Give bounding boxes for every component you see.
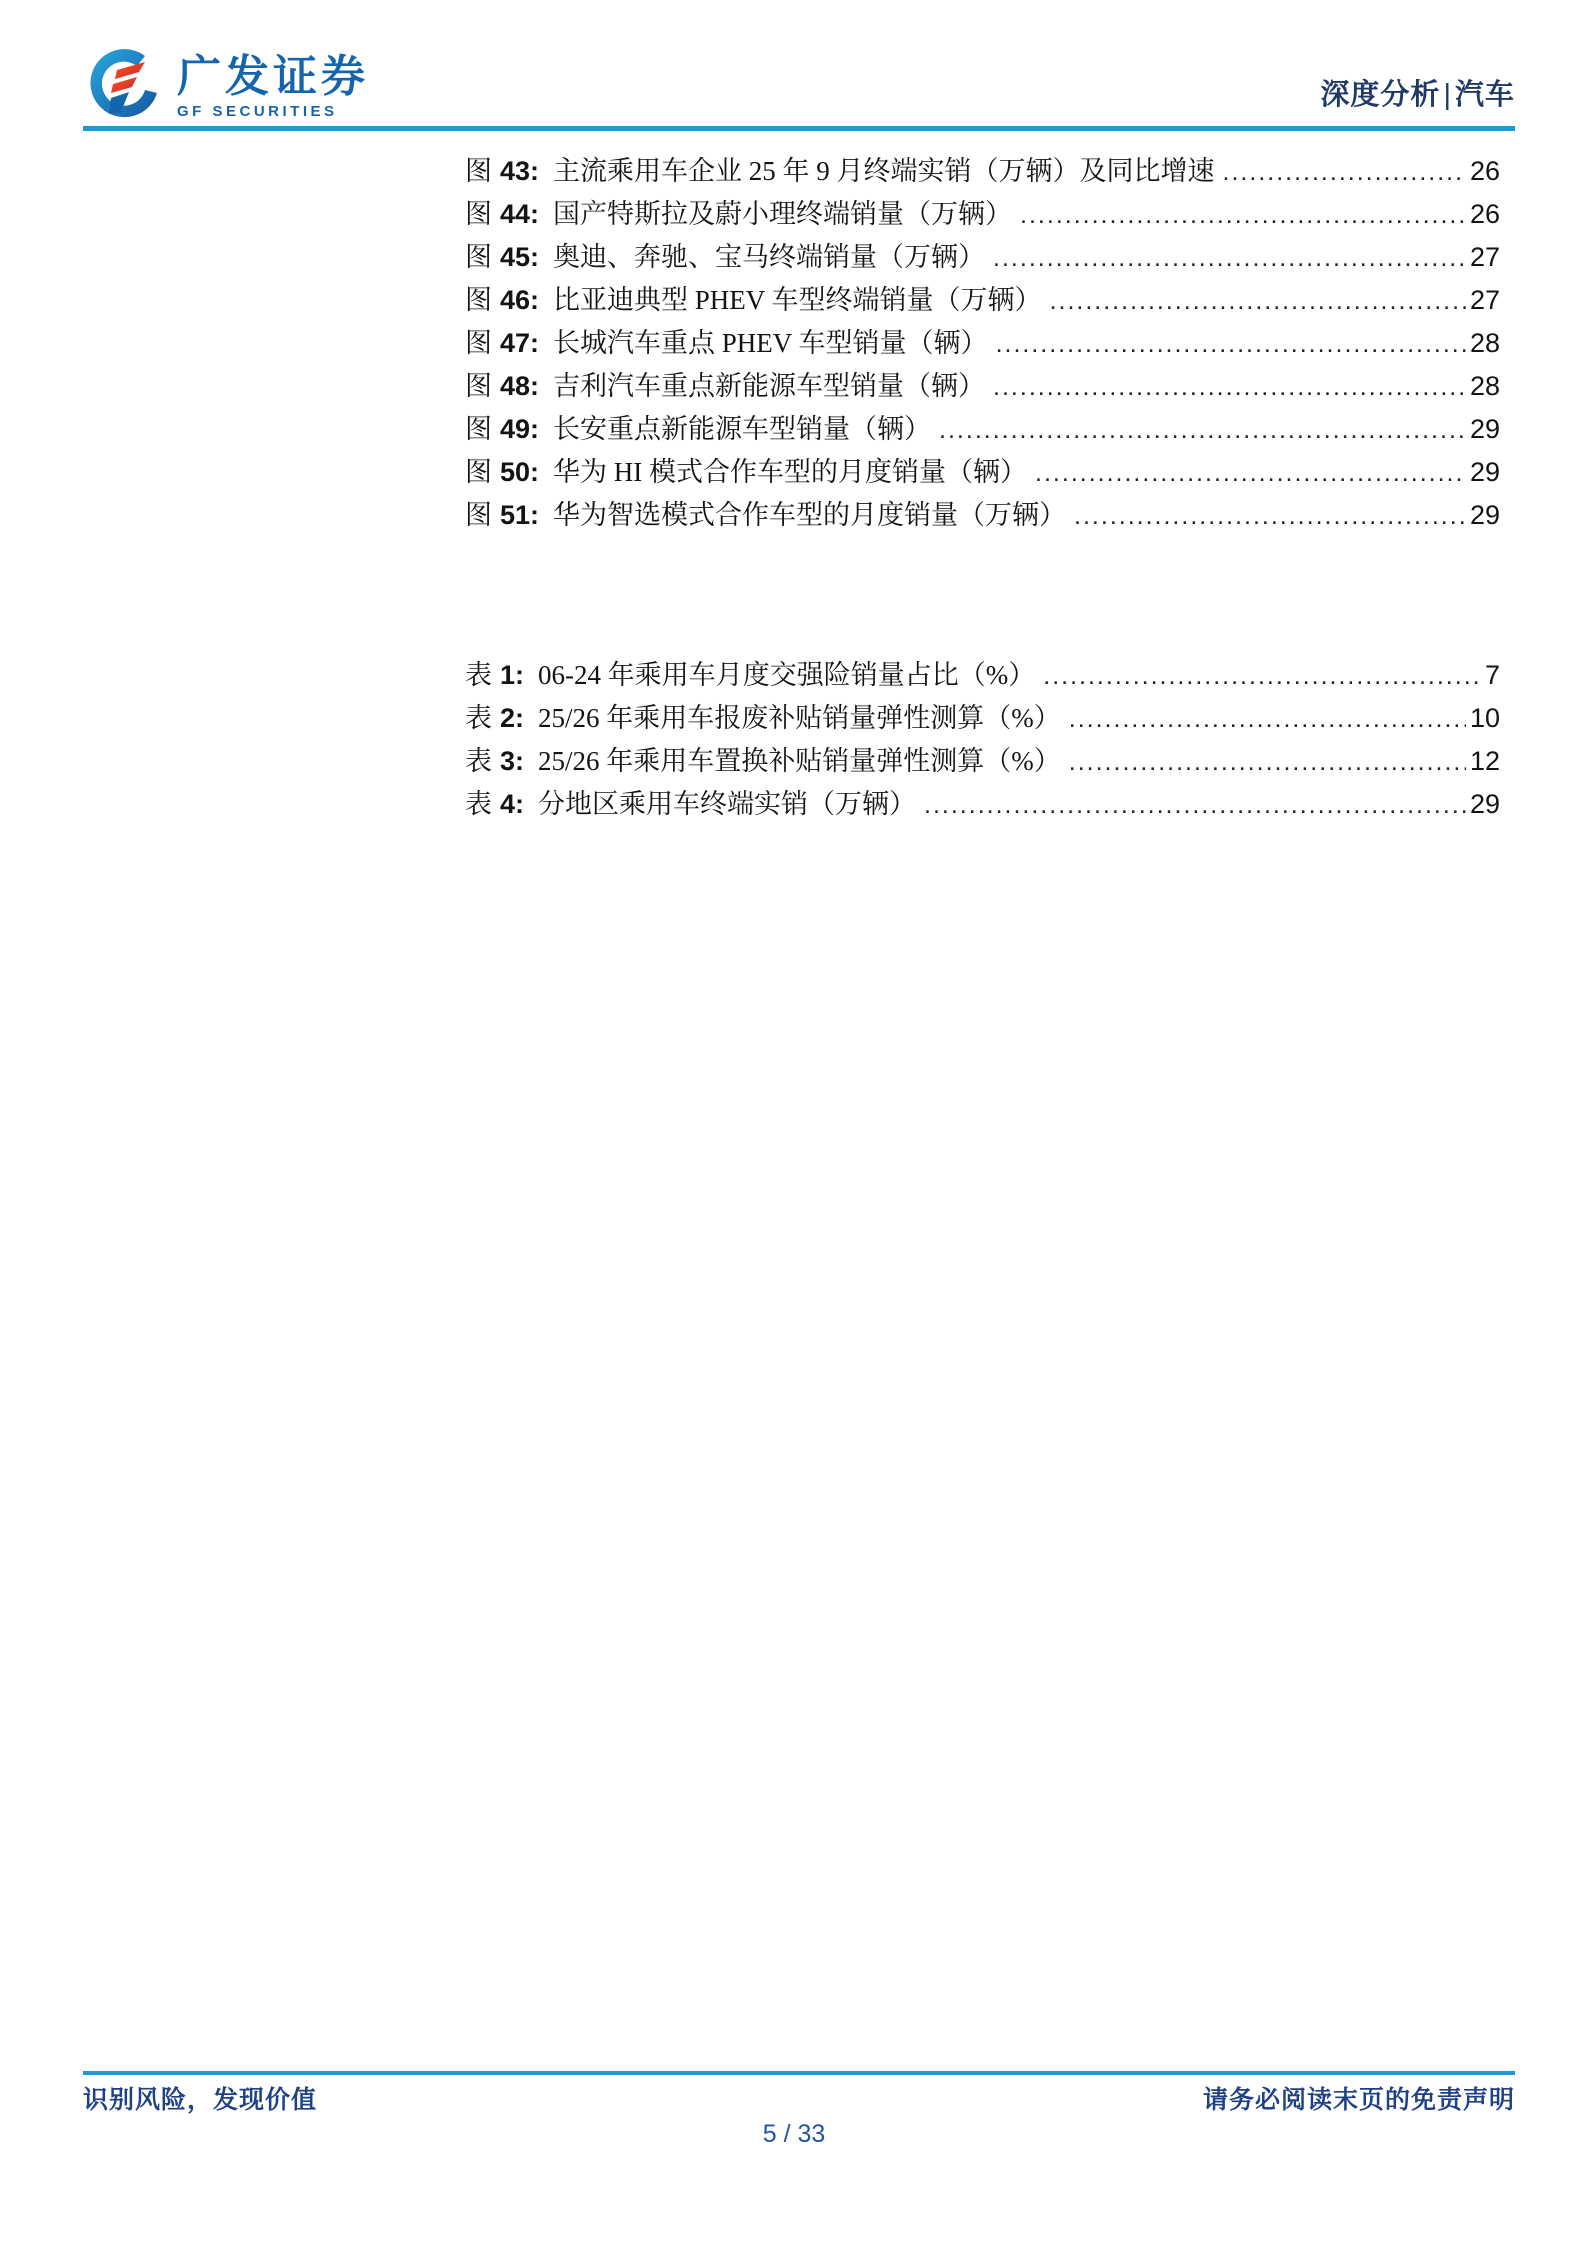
- toc-entry-page: 26: [1469, 156, 1500, 186]
- toc-entry[interactable]: [465, 365, 1500, 408]
- toc-entry[interactable]: [465, 697, 1500, 740]
- page-number-indicator: 5 / 33: [762, 2120, 826, 2148]
- dot-leader: [1223, 151, 1466, 197]
- report-type-and-sector: [1320, 72, 1515, 113]
- toc-entry-title: 奥迪、奔驰、宝马终端销量（万辆）: [553, 242, 986, 272]
- toc-entry-number: 46:: [500, 285, 540, 315]
- toc-entry-type: 图: [465, 199, 492, 229]
- toc-entry-number: 48:: [500, 371, 540, 401]
- toc-entry-type: 图: [465, 371, 492, 401]
- header-rule: [83, 126, 1515, 131]
- toc-entry[interactable]: [465, 451, 1500, 494]
- dot-leader: [1035, 452, 1466, 498]
- toc-entry-title: 25/26 年乘用车报废补贴销量弹性测算（%）: [538, 703, 1061, 733]
- dot-leader: [924, 784, 1466, 830]
- toc-entry-type: 表: [465, 703, 492, 733]
- toc-entry-title: 华为 HI 模式合作车型的月度销量（辆）: [553, 457, 1028, 487]
- toc-entry-number: 47:: [500, 328, 540, 358]
- toc-entry[interactable]: [465, 654, 1500, 697]
- toc-entry-page: 7: [1484, 660, 1500, 690]
- toc-entry-number: 45:: [500, 242, 540, 272]
- toc-entry-number: 44:: [500, 199, 540, 229]
- toc-entry-title: 吉利汽车重点新能源车型销量（辆）: [553, 371, 986, 401]
- toc-entry-title: 长城汽车重点 PHEV 车型销量（辆）: [553, 328, 988, 358]
- toc-entry-title: 长安重点新能源车型销量（辆）: [553, 414, 932, 444]
- dot-leader: [1069, 698, 1466, 744]
- toc-entry-type: 表: [465, 746, 492, 776]
- toc-entry-number: 4:: [500, 789, 525, 819]
- toc-entry-number: 2:: [500, 703, 525, 733]
- toc-entry-page: 29: [1469, 500, 1500, 530]
- brand-text: [177, 53, 369, 121]
- toc-entry[interactable]: [465, 193, 1500, 236]
- toc-entry-page: 26: [1469, 199, 1500, 229]
- sector-label: 汽车: [1454, 79, 1515, 111]
- footer-rule: [83, 2071, 1515, 2075]
- toc-entry-number: 51:: [500, 500, 540, 530]
- toc-figures-list: [465, 150, 1500, 537]
- toc-entry-type: 表: [465, 789, 492, 819]
- toc-entry-type: 图: [465, 242, 492, 272]
- toc-entry-page: 10: [1469, 703, 1500, 733]
- toc-entry-title: 25/26 年乘用车置换补贴销量弹性测算（%）: [538, 746, 1061, 776]
- toc-entry-title: 国产特斯拉及蔚小理终端销量（万辆）: [553, 199, 1013, 229]
- brand-name-cn: 广发证券: [177, 52, 369, 101]
- dot-leader: [993, 366, 1466, 412]
- divider: |: [1443, 79, 1452, 111]
- footer-slogan: 识别风险，发现价值: [83, 2086, 318, 2114]
- toc-entry-page: 27: [1469, 242, 1500, 272]
- toc-entry[interactable]: [465, 408, 1500, 451]
- toc-entry-title: 分地区乘用车终端实销（万辆）: [538, 789, 917, 819]
- toc-entry-page: 12: [1469, 746, 1500, 776]
- toc-entry-page: 29: [1469, 789, 1500, 819]
- dot-leader: [1020, 194, 1466, 240]
- dot-leader: [1074, 495, 1466, 541]
- toc-entry-page: 29: [1469, 414, 1500, 444]
- toc-entry-number: 1:: [500, 660, 525, 690]
- toc-entry-type: 表: [465, 660, 492, 690]
- toc-entry[interactable]: [465, 740, 1500, 783]
- toc-entry-type: 图: [465, 328, 492, 358]
- toc-entry-type: 图: [465, 500, 492, 530]
- toc-entry-number: 49:: [500, 414, 540, 444]
- dot-leader: [1043, 655, 1481, 701]
- doc-type-label: 深度分析: [1320, 79, 1441, 111]
- toc-entry[interactable]: [465, 279, 1500, 322]
- footer-disclaimer: 请务必阅读末页的免责声明: [1202, 2086, 1515, 2114]
- toc-entry-title: 华为智选模式合作车型的月度销量（万辆）: [553, 500, 1067, 530]
- toc-entry-number: 50:: [500, 457, 540, 487]
- toc-entry-type: 图: [465, 156, 492, 186]
- brand: [83, 48, 369, 126]
- toc-entry[interactable]: [465, 236, 1500, 279]
- dot-leader: [1069, 741, 1466, 787]
- dot-leader: [996, 323, 1466, 369]
- toc-entry-type: 图: [465, 414, 492, 444]
- toc-entry-page: 27: [1469, 285, 1500, 315]
- toc-entry-title: 主流乘用车企业 25 年 9 月终端实销（万辆）及同比增速: [553, 156, 1215, 186]
- toc-entry-page: 29: [1469, 457, 1500, 487]
- dot-leader: [939, 409, 1466, 455]
- toc-entry-title: 比亚迪典型 PHEV 车型终端销量（万辆）: [553, 285, 1042, 315]
- toc-entry-number: 43:: [500, 156, 540, 186]
- dot-leader: [993, 237, 1466, 283]
- toc-entry-title: 06-24 年乘用车月度交强险销量占比（%）: [538, 660, 1036, 690]
- toc-entry-number: 3:: [500, 746, 525, 776]
- toc-entry-type: 图: [465, 457, 492, 487]
- toc-entry[interactable]: [465, 322, 1500, 365]
- toc-entry-type: 图: [465, 285, 492, 315]
- gf-securities-logo-icon: [83, 48, 167, 126]
- toc-tables-list: [465, 654, 1500, 826]
- toc-entry-page: 28: [1469, 371, 1500, 401]
- brand-name-en: GF SECURITIES: [177, 103, 338, 120]
- toc-entry-page: 28: [1469, 328, 1500, 358]
- toc-entry[interactable]: [465, 150, 1500, 193]
- toc-entry[interactable]: [465, 494, 1500, 537]
- toc-entry[interactable]: [465, 783, 1500, 826]
- dot-leader: [1050, 280, 1466, 326]
